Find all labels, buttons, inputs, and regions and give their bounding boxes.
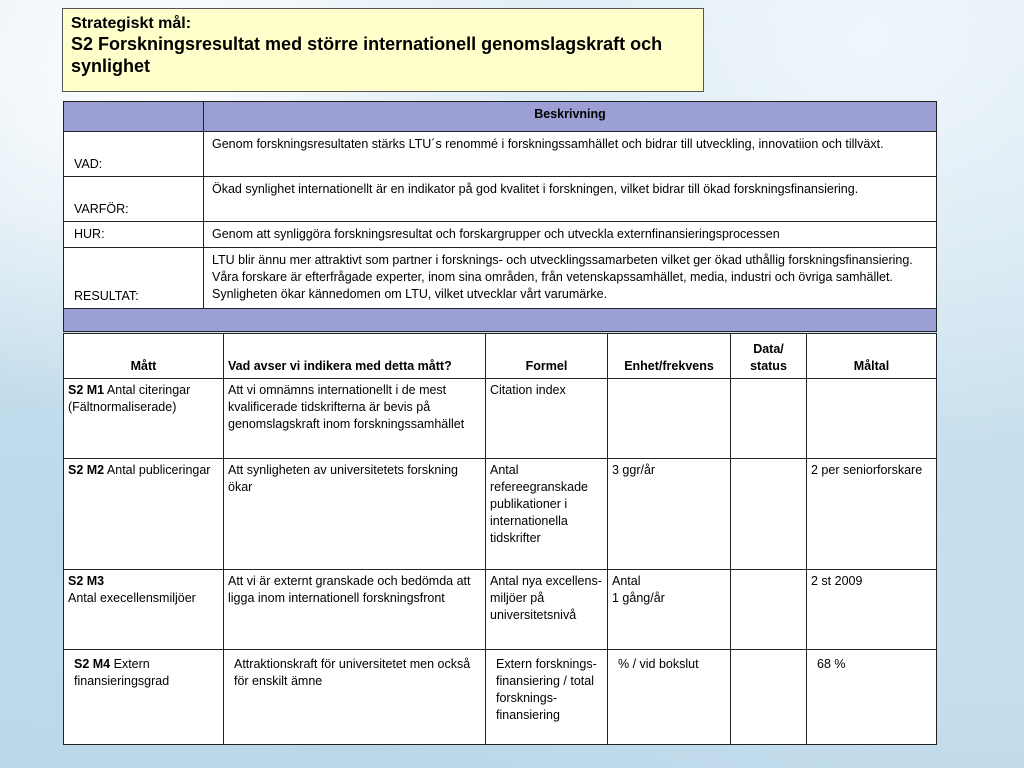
strategic-goal-box: [62, 8, 704, 92]
row-text: Genom forskningsresultaten stärks LTU´s renommé i forskningssamhället och bidrar till utveckling, innovatiion och tillväxt.: [204, 132, 937, 177]
metric-status: [731, 650, 807, 745]
header-status: Data/ status: [731, 334, 807, 379]
metric-row: [64, 459, 937, 570]
metric-status: [731, 379, 807, 459]
description-header: Beskrivning: [204, 102, 937, 132]
metric-name-cell: [64, 570, 224, 650]
metric-enhet: [608, 379, 731, 459]
description-table: [63, 101, 937, 332]
metric-name: Extern finansieringsgrad: [74, 657, 170, 688]
metric-maltal: 2 st 2009: [807, 570, 937, 650]
metric-maltal: [807, 379, 937, 459]
description-row-resultat: [64, 248, 937, 309]
metric-id: S2 M1: [68, 383, 105, 397]
row-text: LTU blir ännu mer attraktivt som partner i forsknings- och utvecklingssamarbeten vilket ger ökad uthållig forskningsfinansiering. Våra forskare är efterfrågade experter, inom sina områden, från vetenskapssamhället, media, industri och övriga samhället. Synligheten ökar kännedomen om LTU, vilket utvecklar vårt varumärke.: [204, 248, 937, 309]
metric-id: S2 M2: [68, 463, 105, 477]
strategic-goal-label: Strategiskt mål:: [71, 15, 192, 32]
header-maltal: Måltal: [807, 334, 937, 379]
metric-name-cell: [64, 379, 224, 459]
row-text: Ökad synlighet internationellt är en indikator på god kvalitet i forskningen, vilket bidrar till ökad forskningsfinansiering.: [204, 177, 937, 222]
metric-vad: Attraktionskraft för universitetet men också för enskilt ämne: [224, 650, 486, 745]
metric-status: [731, 570, 807, 650]
row-label: VAD:: [64, 132, 204, 177]
metric-name: Antal execellensmiljöer: [68, 591, 196, 605]
metric-maltal: 68 %: [807, 650, 937, 745]
description-header-blank: [64, 102, 204, 132]
description-row-vad: [64, 132, 937, 177]
header-enhet: Enhet/frekvens: [608, 334, 731, 379]
description-header-row: [64, 102, 937, 132]
metric-vad: Att synligheten av universitetets forskning ökar: [224, 459, 486, 570]
metric-maltal: 2 per seniorforskare: [807, 459, 937, 570]
metric-status: [731, 459, 807, 570]
row-label: RESULTAT:: [64, 248, 204, 309]
metric-id: S2 M4: [74, 657, 111, 671]
header-formel: Formel: [486, 334, 608, 379]
metric-table: [63, 333, 937, 745]
metric-name: Antal citeringar (Fältnormaliserade): [68, 383, 191, 414]
metric-formel: Extern forsknings-finansiering / total forsknings-finansiering: [486, 650, 608, 745]
metric-name-cell: [64, 650, 224, 745]
strategic-goal-title: S2 Forskningsresultat med större internationell genomslagskraft och synlighet: [71, 34, 663, 76]
metric-header-row: [64, 334, 937, 379]
row-text: Genom att synliggöra forskningsresultat och forskargrupper och utveckla externfinansieringsprocessen: [204, 222, 937, 248]
description-row-hur: [64, 222, 937, 248]
metric-name-cell: [64, 459, 224, 570]
separator-row: [64, 309, 937, 332]
metric-enhet: Antal 1 gång/år: [608, 570, 731, 650]
metric-formel: Antal refereegranskade publikationer i internationella tidskrifter: [486, 459, 608, 570]
description-row-varfor: [64, 177, 937, 222]
metric-id: S2 M3: [68, 574, 105, 588]
header-matt: Mått: [64, 334, 224, 379]
separator-cell: [64, 309, 937, 332]
row-label: VARFÖR:: [64, 177, 204, 222]
metric-row: [64, 650, 937, 745]
metric-enhet: % / vid bokslut: [608, 650, 731, 745]
header-vad: Vad avser vi indikera med detta mått?: [224, 334, 486, 379]
metric-formel: Citation index: [486, 379, 608, 459]
metric-enhet: 3 ggr/år: [608, 459, 731, 570]
metric-vad: Att vi omnämns internationellt i de mest kvalificerade tidskrifterna är bevis på genomslagskraft inom forskningssamhället: [224, 379, 486, 459]
metric-row: [64, 570, 937, 650]
metric-formel: Antal nya excellens-miljöer på universitetsnivå: [486, 570, 608, 650]
metric-row: [64, 379, 937, 459]
metric-vad: Att vi är externt granskade och bedömda att ligga inom internationell forskningsfront: [224, 570, 486, 650]
metric-name: Antal publiceringar: [104, 463, 211, 477]
row-label: HUR:: [64, 222, 204, 248]
